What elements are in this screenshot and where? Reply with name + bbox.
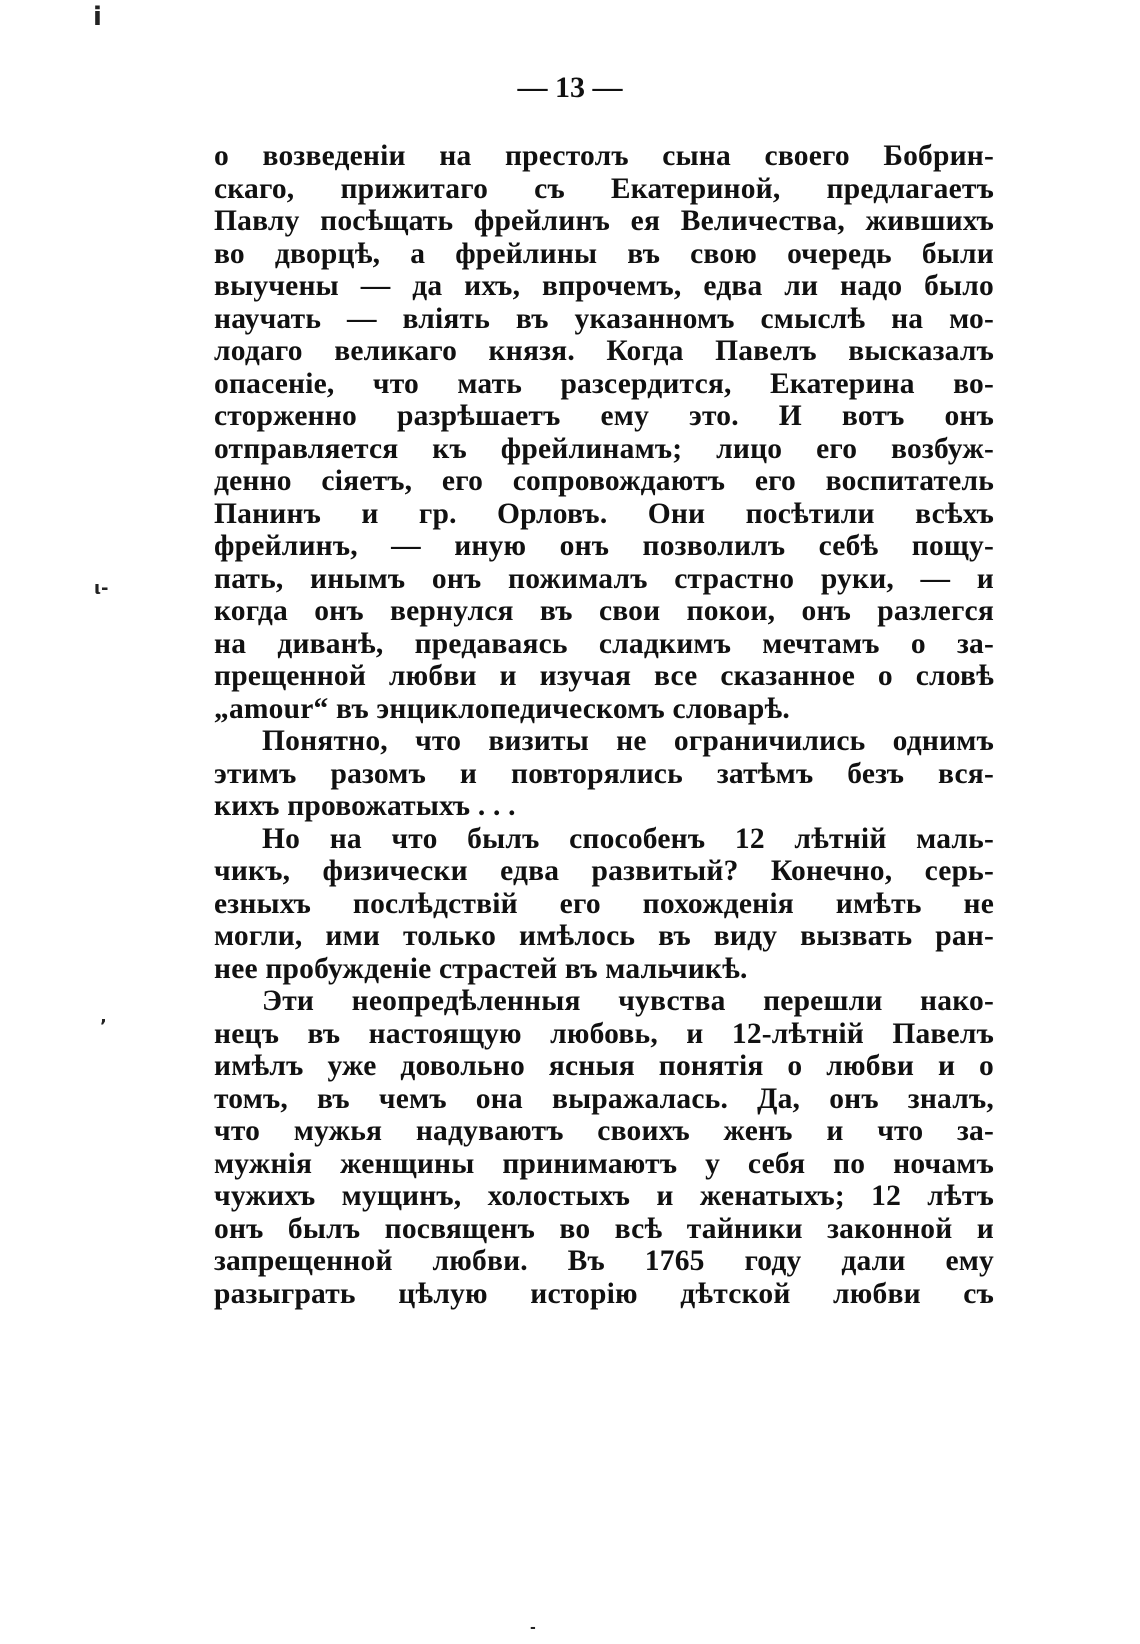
- text-line: научать — влiять въ указанномъ смыслѣ на мо-: [214, 302, 994, 335]
- text-line: Эти неопредѣленныя чувства перешли нако-: [262, 985, 994, 1017]
- text-line: разыграть цѣлую исторiю дѣтской любви съ: [214, 1277, 994, 1310]
- text-line: онъ былъ посвященъ во всѣ тайники законной и: [214, 1212, 994, 1245]
- text-line: на диванѣ, предаваясь сладкимъ мечтамъ о за-: [214, 627, 994, 660]
- text-line: этимъ разомъ и повторялись затѣмъ безъ вся-: [214, 757, 994, 790]
- text-line: лодаго великаго князя. Когда Павелъ высказалъ: [214, 335, 994, 367]
- scan-mark-margin: ι-: [94, 578, 109, 599]
- text-line: нецъ въ настоящую любовь, и 12-лѣтнiй Павелъ: [214, 1017, 994, 1050]
- text-line: о возведеніи на престолъ сына своего Бобрин-: [214, 140, 994, 172]
- text-line: фрейлинъ, — иную онъ позволилъ себѣ пощу-: [214, 530, 994, 562]
- text-line: могли, ими только имѣлось въ виду вызвать ран-: [214, 920, 994, 952]
- text-line: отправляется къ фрейлинамъ; лицо его возбуж-: [214, 432, 994, 465]
- text-line: запрещенной любви. Въ 1765 году дали ему: [214, 1245, 994, 1277]
- text-line: во дворцѣ, а фрейлины въ свою очередь были: [214, 237, 994, 270]
- body-text: [214, 140, 994, 1310]
- text-line: чужихъ мущинъ, холостыхъ и женатыхъ; 12 лѣтъ: [214, 1180, 994, 1212]
- text-line: что мужья надуваютъ своихъ женъ и что за-: [214, 1115, 994, 1147]
- scan-mark-bottom: -: [530, 1620, 536, 1636]
- text-line: сторженно разрѣшаетъ ему это. И вотъ онъ: [214, 400, 994, 432]
- text-line: выучены — да ихъ, впрочемъ, едва ли надо было: [214, 270, 994, 302]
- scan-mark-top: ⅰ: [93, 2, 102, 32]
- text-line: скаго, прижитаго съ Екатериной, предлагаетъ: [214, 172, 994, 205]
- text-line: кихъ провожатыхъ . . .: [214, 790, 516, 822]
- text-line: Павлу посѣщать фрейлинъ ея Величества, жившихъ: [214, 205, 994, 237]
- text-line: Панинъ и гр. Орловъ. Они посѣтили всѣхъ: [214, 497, 994, 530]
- text-line: „amour“ въ энциклопедическомъ словарѣ.: [214, 692, 790, 725]
- text-line: чикъ, физически едва развитый? Конечно, серь-: [214, 855, 994, 887]
- text-line: пать, инымъ онъ пожималъ страстно руки, — и: [214, 562, 994, 595]
- page-number: — 13 —: [517, 71, 623, 104]
- text-line: Но на что былъ способенъ 12 лѣтнiй маль-: [262, 822, 994, 855]
- text-line: нее пробужденiе страстей въ мальчикѣ.: [214, 952, 748, 985]
- text-line: опасенiе, что мать разсердится, Екатерина во-: [214, 367, 994, 400]
- text-line: езныхъ послѣдствiй его похожденiя имѣть не: [214, 887, 994, 920]
- text-line: когда онъ вернулся въ свои покои, онъ разлегся: [214, 595, 994, 627]
- text-line: денно сiяетъ, его сопровождаютъ его воспитатель: [214, 465, 994, 497]
- text-line: томъ, въ чемъ она выражалась. Да, онъ зналъ,: [214, 1082, 994, 1115]
- text-line: Понятно, что визиты не ограничились однимъ: [262, 725, 994, 757]
- text-line: прещенной любви и изучая все сказанное о словѣ: [214, 660, 994, 692]
- text-line: мужнiя женщины принимаютъ у себя по ночамъ: [214, 1147, 994, 1180]
- text-line: имѣлъ уже довольно ясныя понятiя о любви и о: [214, 1050, 994, 1082]
- scan-mark-margin-low: ʼ: [100, 1016, 107, 1037]
